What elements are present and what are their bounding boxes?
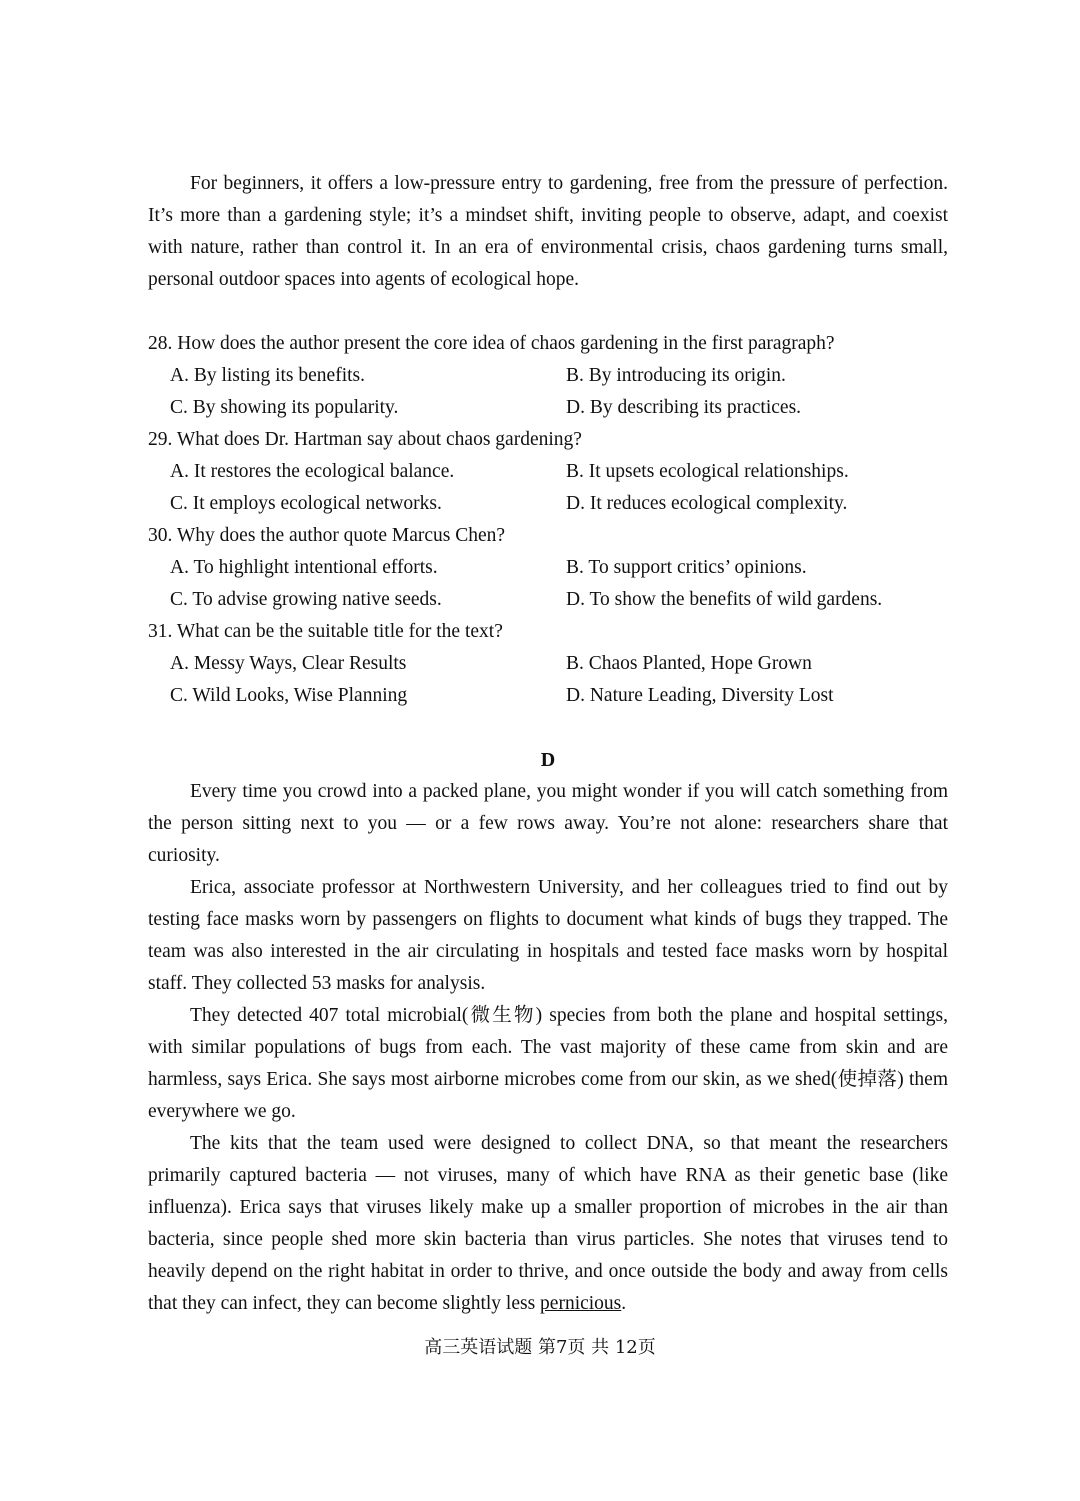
question-list bbox=[148, 328, 948, 712]
question-stem: 31. What can be the suitable title for the text? bbox=[148, 621, 503, 642]
option-grid bbox=[148, 456, 948, 520]
question-stem: 29. What does Dr. Hartman say about chaos gardening? bbox=[148, 429, 582, 450]
option-d: D. To show the benefits of wild gardens. bbox=[566, 589, 883, 610]
question-29 bbox=[148, 424, 948, 520]
passage-d-paragraph-1: Every time you crowd into a packed plane, you might wonder if you will catch something from the person sitting next to you — or a few rows away. You’re not alone: researchers share that curiosity. bbox=[148, 781, 948, 866]
option-b: B. By introducing its origin. bbox=[566, 365, 786, 386]
option-d: D. Nature Leading, Diversity Lost bbox=[566, 685, 834, 706]
passage-d bbox=[148, 776, 948, 1320]
passage-d-paragraph-4 bbox=[148, 1128, 948, 1320]
section-heading-d: D bbox=[540, 749, 556, 771]
option-b: B. To support critics’ opinions. bbox=[566, 557, 807, 578]
question-30 bbox=[148, 520, 948, 616]
exam-page bbox=[148, 168, 948, 1320]
option-b: B. It upsets ecological relationships. bbox=[566, 461, 849, 482]
question-31 bbox=[148, 616, 948, 712]
passage-d-paragraph-3: They detected 407 total microbial(微生物) species from both the plane and hospital settings, with similar populations of bugs from each. The vast majority of these came from skin and are harmless, says Erica. She says most airborne microbes come from our skin, as we shed(使掉落) them everywhere we go. bbox=[148, 1005, 948, 1122]
question-stem: 30. Why does the author quote Marcus Chen? bbox=[148, 525, 506, 546]
paragraph-text: The kits that the team used were designed to collect DNA, so that meant the researchers primarily captured bacteria — not viruses, many of which have RNA as their genetic base (like influenza). Erica says that viruses likely make up a smaller proportion of microbes in the air than bacteria, since people shed more skin bacteria than virus particles. She notes that viruses tend to heavily depend on the right habitat in order to thrive, and once outside the body and away from cells that they can infect, they can become slightly less bbox=[148, 1133, 948, 1314]
option-a: A. By listing its benefits. bbox=[170, 365, 365, 386]
passage-c-ending bbox=[148, 168, 948, 296]
option-c: C. To advise growing native seeds. bbox=[170, 589, 442, 610]
option-c: C. It employs ecological networks. bbox=[170, 493, 442, 514]
question-stem: 28. How does the author present the core idea of chaos gardening in the first paragraph? bbox=[148, 333, 835, 354]
option-c: C. Wild Looks, Wise Planning bbox=[170, 685, 408, 706]
option-c: C. By showing its popularity. bbox=[170, 397, 399, 418]
option-b: B. Chaos Planted, Hope Grown bbox=[566, 653, 812, 674]
option-a: A. It restores the ecological balance. bbox=[170, 461, 455, 482]
option-a: A. Messy Ways, Clear Results bbox=[170, 653, 407, 674]
option-d: D. By describing its practices. bbox=[566, 397, 802, 418]
option-grid bbox=[148, 552, 948, 616]
option-grid bbox=[148, 648, 948, 712]
passage-d-paragraph-2: Erica, associate professor at Northwestern University, and her colleagues tried to find out by testing face masks worn by passengers on flights to document what kinds of bugs they trapped. The team was also interested in the air circulating in hospitals and tested face masks worn by hospital staff. They collected 53 masks for analysis. bbox=[148, 877, 948, 994]
option-d: D. It reduces ecological complexity. bbox=[566, 493, 848, 514]
page-footer: 高三英语试题 第7页 共 12页 bbox=[424, 1337, 656, 1358]
question-28 bbox=[148, 328, 948, 424]
option-a: A. To highlight intentional efforts. bbox=[170, 557, 438, 578]
paragraph-end: . bbox=[621, 1293, 627, 1314]
passage-c-paragraph: For beginners, it offers a low-pressure entry to gardening, free from the pressure of perfection. It’s more than a gardening style; it’s a mindset shift, inviting people to observe, adapt, and coexist with nature, rather than control it. In an era of environmental crisis, chaos gardening turns small, personal outdoor spaces into agents of ecological hope. bbox=[148, 173, 948, 290]
underlined-word: pernicious bbox=[540, 1293, 622, 1314]
option-grid bbox=[148, 360, 948, 424]
